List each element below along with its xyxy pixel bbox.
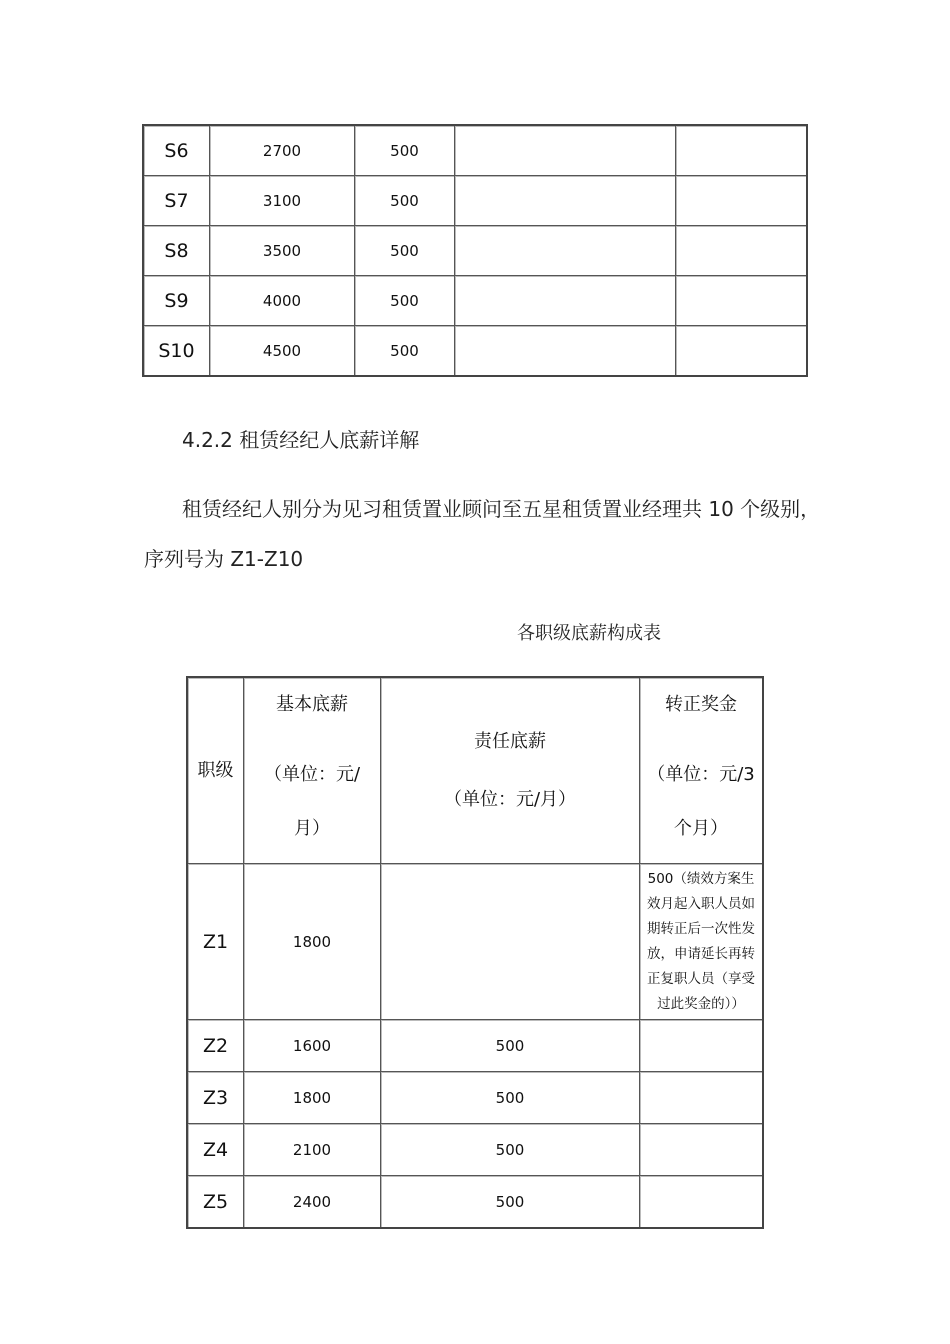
salary-table-s-levels	[142, 124, 808, 377]
base-salary-cell: 4000	[210, 276, 355, 326]
empty-cell	[455, 226, 676, 276]
level-cell: Z2	[188, 1020, 244, 1072]
table-row	[144, 226, 806, 276]
table-caption: 各职级底薪构成表	[517, 623, 661, 644]
header-level-label: 职级	[197, 759, 234, 781]
section-heading: 4.2.2 租赁经纪人底薪详解	[182, 428, 420, 452]
header-responsibility-salary	[381, 678, 640, 864]
empty-cell	[676, 226, 806, 276]
responsibility-salary-cell: 500	[355, 326, 455, 375]
table-row	[144, 276, 806, 326]
header-base-salary	[244, 678, 381, 864]
bonus-cell	[640, 1020, 762, 1072]
responsibility-salary-cell: 500	[381, 1176, 640, 1227]
level-cell: Z5	[188, 1176, 244, 1227]
base-salary-cell: 2400	[244, 1176, 381, 1227]
base-salary-cell: 2700	[210, 126, 355, 176]
responsibility-salary-cell: 500	[381, 1072, 640, 1124]
base-salary-cell: 4500	[210, 326, 355, 375]
responsibility-salary-cell: 500	[381, 1020, 640, 1072]
responsibility-salary-cell: 500	[355, 176, 455, 226]
level-cell: Z4	[188, 1124, 244, 1176]
table-row	[144, 176, 806, 226]
base-salary-cell: 1800	[244, 864, 381, 1020]
empty-cell	[455, 276, 676, 326]
table-row	[188, 1020, 762, 1072]
table-row	[188, 1124, 762, 1176]
table-row	[188, 864, 762, 1020]
empty-cell	[676, 126, 806, 176]
header-bonus-title: 转正奖金	[665, 694, 737, 715]
empty-cell	[455, 126, 676, 176]
base-salary-cell: 1800	[244, 1072, 381, 1124]
responsibility-salary-cell: 500	[355, 226, 455, 276]
responsibility-salary-cell: 500	[355, 276, 455, 326]
table-header-row	[188, 678, 762, 864]
header-base-title: 基本底薪	[276, 694, 348, 715]
level-cell: S10	[144, 326, 210, 375]
bonus-note-cell: 500（绩效方案生效月起入职人员如期转正后一次性发放，申请延长再转正复职人员（享受过此奖金的））	[640, 864, 762, 1020]
table-row	[144, 126, 806, 176]
empty-cell	[455, 176, 676, 226]
empty-cell	[676, 176, 806, 226]
header-resp-title: 责任底薪	[474, 730, 546, 752]
base-salary-cell: 3500	[210, 226, 355, 276]
level-cell: Z3	[188, 1072, 244, 1124]
header-level	[188, 678, 244, 864]
responsibility-salary-cell: 500	[381, 1124, 640, 1176]
empty-cell	[455, 326, 676, 375]
responsibility-salary-cell: 500	[355, 126, 455, 176]
level-cell: S7	[144, 176, 210, 226]
bonus-cell	[640, 1124, 762, 1176]
salary-table-z-levels	[186, 676, 764, 1229]
level-cell: Z1	[188, 864, 244, 1020]
base-salary-cell: 3100	[210, 176, 355, 226]
empty-cell	[676, 326, 806, 375]
level-cell: S9	[144, 276, 210, 326]
bonus-cell	[640, 1176, 762, 1227]
header-base-unit: （单位：元/月）	[263, 764, 361, 839]
header-bonus-unit: （单位：元/3个月）	[647, 764, 755, 839]
responsibility-salary-cell	[381, 864, 640, 1020]
table-row	[144, 326, 806, 375]
table-row	[188, 1176, 762, 1227]
base-salary-cell: 2100	[244, 1124, 381, 1176]
empty-cell	[676, 276, 806, 326]
bonus-cell	[640, 1072, 762, 1124]
level-cell: S6	[144, 126, 210, 176]
base-salary-cell: 1600	[244, 1020, 381, 1072]
header-resp-unit: （单位：元/月）	[443, 788, 577, 810]
header-regularization-bonus	[640, 678, 762, 864]
section-paragraph: 租赁经纪人别分为见习租赁置业顾问至五星租赁置业经理共 10 个级别，序列号为 Z1-Z10	[144, 497, 821, 571]
table-row	[188, 1072, 762, 1124]
level-cell: S8	[144, 226, 210, 276]
